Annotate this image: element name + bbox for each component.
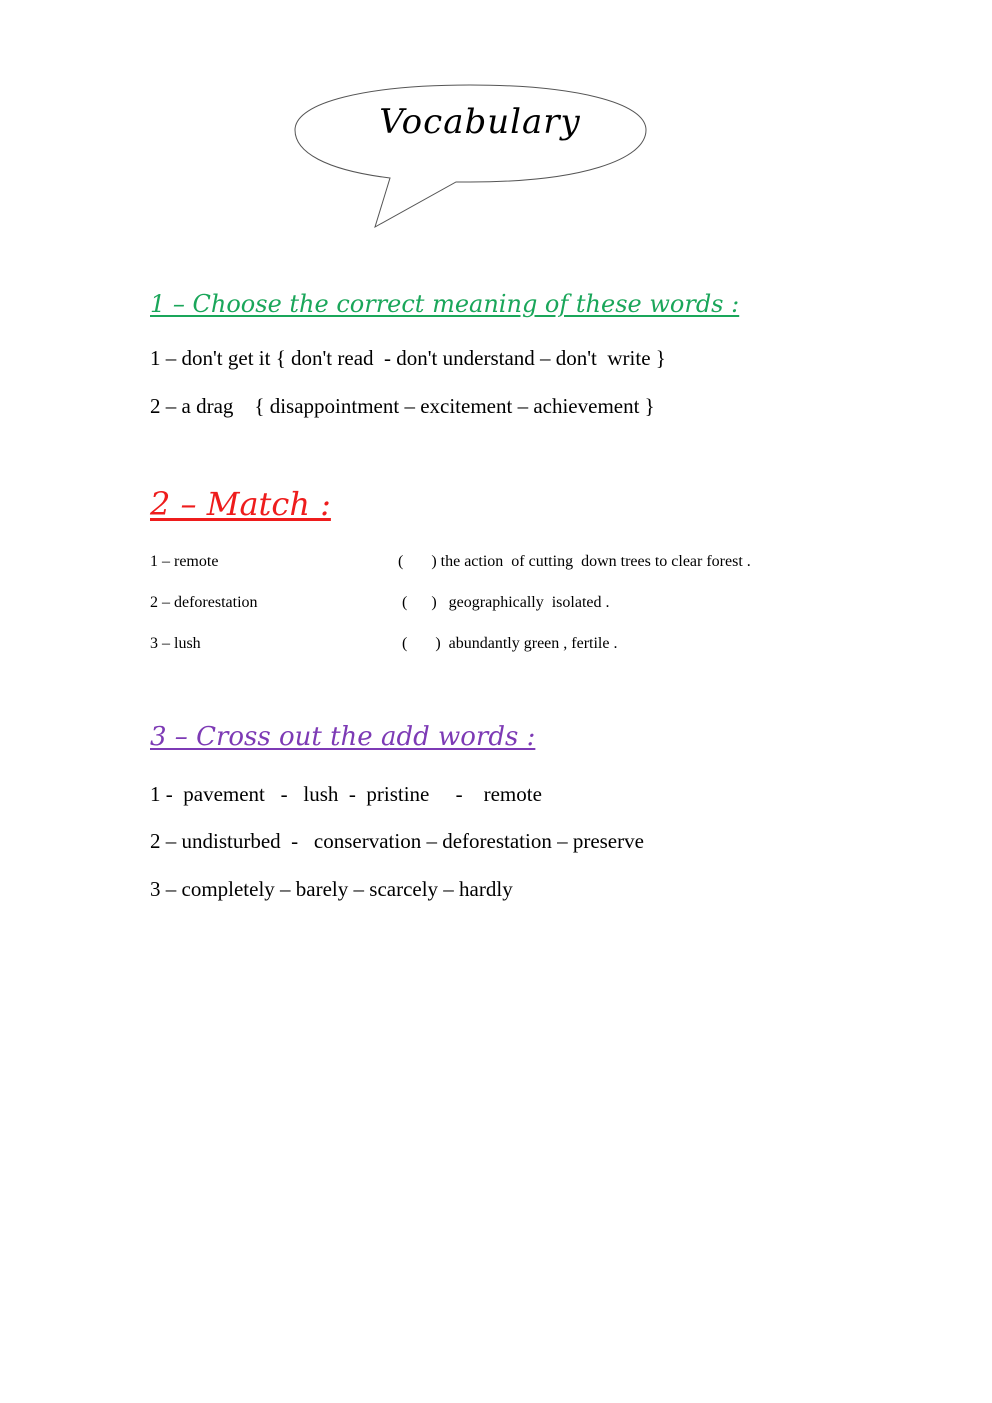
section2-heading: 2 – Match : <box>150 485 331 523</box>
section1-item-1: 1 – don't get it { don't read - don't understand – don't write } <box>150 346 666 370</box>
section3-item-2: 2 – undisturbed - conservation – deforestation – preserve <box>150 829 644 853</box>
match-term-1: 1 – remote <box>150 553 219 570</box>
page-title: Vocabulary <box>379 102 581 142</box>
match-term-3: 3 – lush <box>150 635 201 652</box>
match-definition-3: ( ) abundantly green , fertile . <box>402 635 618 652</box>
section1-item-2: 2 – a drag { disappointment – excitement – achievement } <box>150 394 655 418</box>
match-definition-1: ( ) the action of cutting down trees to clear forest . <box>398 553 751 570</box>
speech-bubble <box>290 82 652 232</box>
match-term-2: 2 – deforestation <box>150 594 258 611</box>
section3-item-3: 3 – completely – barely – scarcely – hardly <box>150 877 513 901</box>
section1-heading: 1 – Choose the correct meaning of these words : <box>150 290 740 318</box>
match-definition-2: ( ) geographically isolated . <box>402 594 610 611</box>
section3-item-1: 1 - pavement - lush - pristine - remote <box>150 782 542 806</box>
section3-heading: 3 – Cross out the add words : <box>150 722 536 752</box>
